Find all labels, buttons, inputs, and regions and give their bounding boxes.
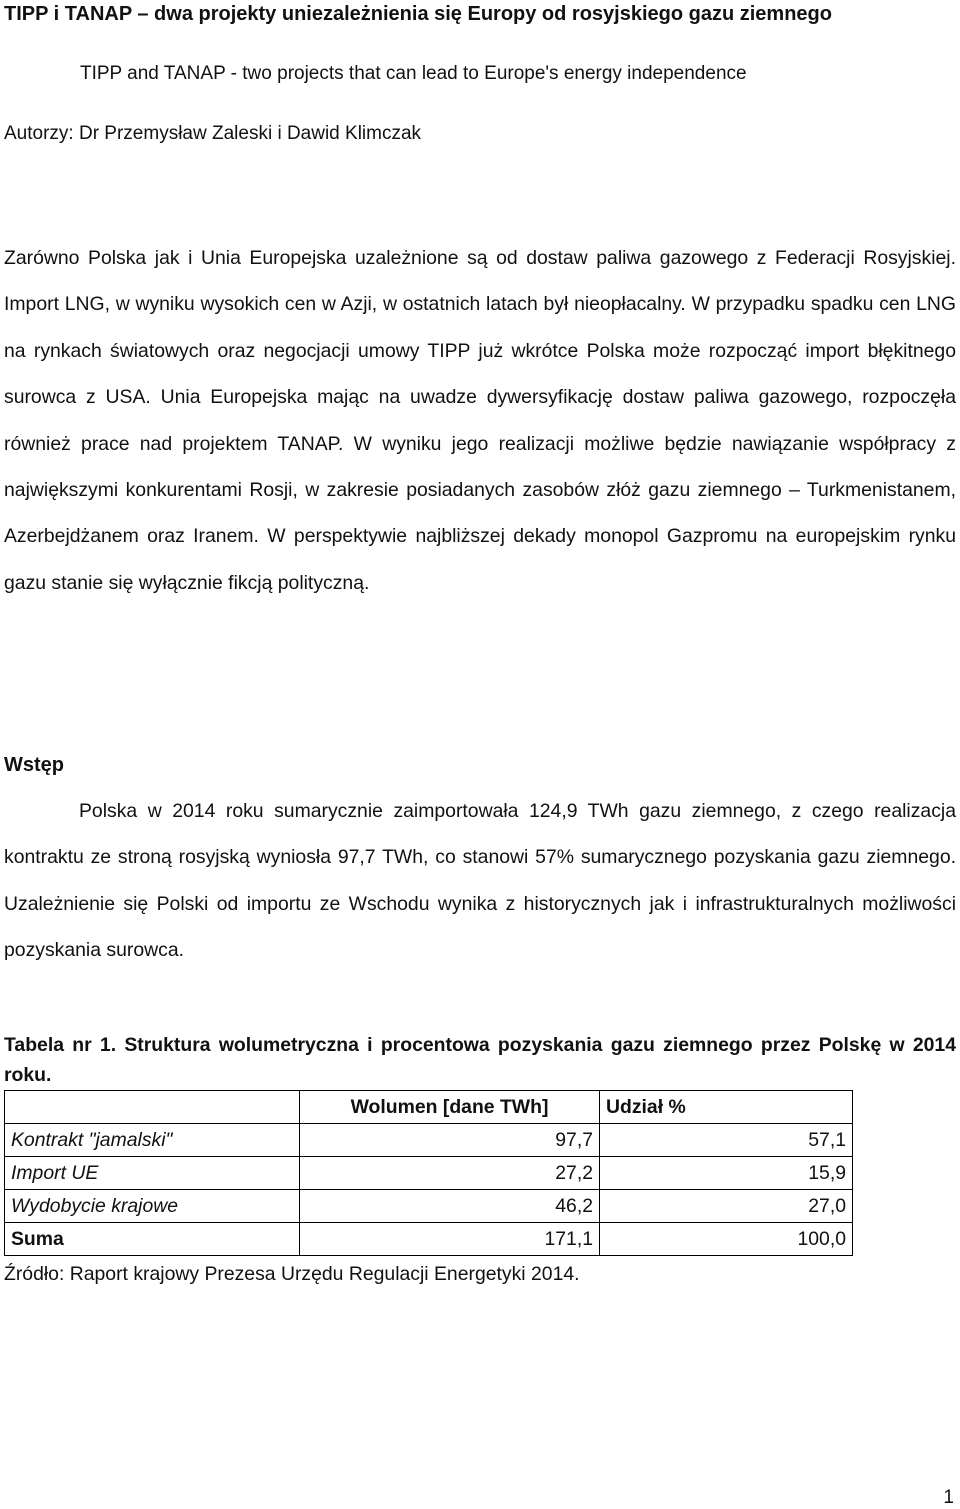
table-cell-share: 15,9 [600, 1157, 853, 1190]
table-cell-label: Wydobycie krajowe [5, 1190, 300, 1223]
page-number: 1 [943, 1487, 954, 1508]
table-header-share: Udział % [600, 1091, 853, 1124]
table-caption-text: Struktura wolumetryczna i procentowa pozyskania gazu ziemnego przez Polskę w 2014 roku. [4, 1034, 956, 1086]
table-cell-share: 57,1 [600, 1124, 853, 1157]
abstract-paragraph [4, 235, 956, 606]
document-subtitle: TIPP and TANAP - two projects that can lead to Europe's energy independence [80, 63, 747, 84]
table-cell-volume: 97,7 [300, 1124, 600, 1157]
table-cell-share: 100,0 [600, 1223, 853, 1256]
document-title: TIPP i TANAP – dwa projekty uniezależnienia się Europy od rosyjskiego gazu ziemnego [4, 3, 832, 25]
table-cell-label: Suma [5, 1223, 300, 1256]
table-cell-share: 27,0 [600, 1190, 853, 1223]
table-row [5, 1190, 853, 1223]
table-caption-label: Tabela nr 1. [4, 1034, 117, 1056]
table-header-row [5, 1091, 853, 1124]
intro-paragraph: Polska w 2014 roku sumarycznie zaimportowała 124,9 TWh gazu ziemnego, z czego realizacja kontraktu ze stroną rosyjską wyniosła 97,7 TWh, co stanowi 57% sumarycznego pozyskania gazu ziemnego. Uzależnienie się Polski od importu ze Wschodu wynika z historycznych jak i infrastrukturalnych możliwości pozyskania surowca. [4, 800, 956, 962]
abstract-part-1: Zarówno Polska jak i Unia Europejska uzależnione są od dostaw paliwa gazowego z Federacji Rosyjskiej. Import LNG, w wyniku wysokich cen w Azji, w ostatnich latach był nieopłacalny. [4, 247, 956, 316]
table-row [5, 1157, 853, 1190]
table-source: Źródło: Raport krajowy Prezesa Urzędu Regulacji Energetyki 2014. [4, 1263, 580, 1285]
table-cell-volume: 171,1 [300, 1223, 600, 1256]
document-authors: Autorzy: Dr Przemysław Zaleski i Dawid Klimczak [4, 123, 422, 144]
table-cell-label: Import UE [5, 1157, 300, 1190]
table-cell-volume: 27,2 [300, 1157, 600, 1190]
table-header-volume: Wolumen [dane TWh] [300, 1091, 600, 1124]
table-header-empty [5, 1091, 300, 1124]
gas-structure-table [4, 1090, 853, 1256]
section-heading: Wstęp [4, 754, 64, 776]
table-row [5, 1124, 853, 1157]
table-cell-label: Kontrakt "jamalski" [5, 1124, 300, 1157]
table-cell-volume: 46,2 [300, 1190, 600, 1223]
table-caption [4, 1030, 956, 1090]
abstract-part-2: W przypadku spadku cen LNG na rynkach światowych oraz negocjacji umowy TIPP już wkrótce Polska może rozpocząć import błękitnego surowca z USA. Unia Europejska mając na uwadze dywersyfikację dostaw paliwa gazowego, rozpoczęła również prace nad projektem TANAP. W wyniku jego realizacji możliwe będzie nawiązanie współpracy z największymi konkurentami Rosji, w zakresie posiadanych zasobów złóż gazu ziemnego – Turkmenistanem, Azerbejdżanem oraz Iranem. W perspektywie najbliższej dekady monopol Gazpromu na europejskim rynku gazu stanie się wyłącznie fikcją polityczną. [4, 293, 956, 594]
table-row-total [5, 1223, 853, 1256]
